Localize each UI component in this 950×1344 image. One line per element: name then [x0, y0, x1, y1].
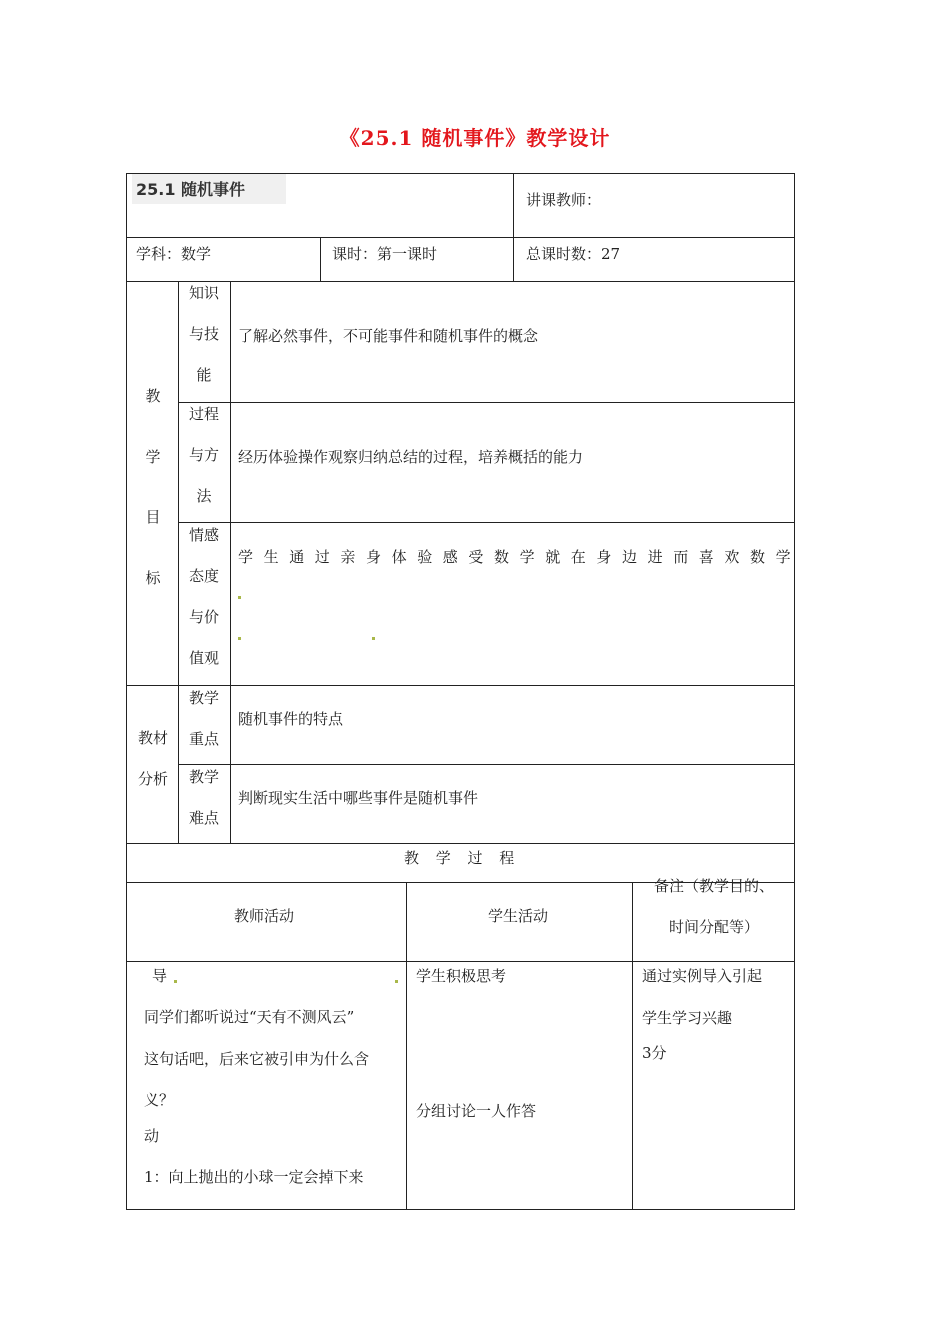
goals-heading-char: 教 [145, 387, 161, 405]
label-line: 态度 [188, 567, 219, 585]
label-line: 教学 [188, 768, 219, 786]
scan-mark [372, 637, 375, 640]
table-rule [178, 402, 795, 403]
note-line: 学生学习兴趣 [642, 1009, 733, 1027]
table-border-right [794, 173, 795, 1210]
scan-mark [174, 980, 177, 983]
label-line: 法 [196, 487, 212, 505]
label-line: 知识 [188, 284, 219, 302]
goals-heading-char: 目 [145, 508, 161, 526]
label-line: 重点 [188, 730, 219, 748]
student-line: 分组讨论一人作答 [416, 1102, 537, 1120]
topic-image [132, 174, 286, 204]
label-line: 教学 [188, 689, 219, 707]
process-heading: 教 学 过 程 [404, 849, 515, 867]
label-line: 情感 [188, 526, 219, 544]
column-student-activity: 学生活动 [488, 907, 549, 925]
label-line: 过程 [188, 405, 219, 423]
teacher-line: 这句话吧，后来它被引申为什么含 [144, 1050, 370, 1068]
column-teacher-activity: 教师活动 [234, 907, 295, 925]
analysis-label-key [180, 678, 228, 760]
analysis-heading-line: 教材 [137, 729, 168, 747]
table-rule [178, 281, 179, 844]
goals-heading-char: 学 [145, 447, 161, 466]
goal-content-knowledge: 了解必然事件，不可能事件和随机事件的概念 [238, 327, 539, 345]
table-border-bottom [126, 1209, 795, 1210]
analysis-heading [128, 718, 178, 800]
scan-mark [238, 637, 241, 640]
teacher-line: 1：向上抛出的小球一定会掉下来 [144, 1168, 364, 1186]
table-rule [320, 237, 321, 282]
teacher-label: 讲课教师： [526, 191, 602, 209]
topic-text: 25.1 随机事件 [136, 180, 246, 199]
scan-mark [238, 596, 241, 599]
label-line: 值观 [188, 649, 219, 667]
column-notes [634, 866, 794, 948]
goal-content-attitude: 学生通过亲身体验感受数学就在身边进而喜欢数学 [238, 548, 802, 566]
teacher-line: 同学们都听说过“天有不测风云” [144, 1008, 355, 1026]
goal-label-attitude [180, 515, 228, 679]
table-border-left [126, 173, 127, 1210]
teacher-line: 义？ [144, 1091, 175, 1109]
teacher-line-intro: 导 [152, 967, 168, 985]
analysis-content-key: 随机事件的特点 [238, 710, 344, 728]
goal-label-knowledge [180, 273, 228, 396]
table-rule [126, 843, 795, 844]
table-rule [178, 764, 795, 765]
analysis-content-difficulty: 判断现实生活中哪些事件是随机事件 [238, 789, 479, 807]
table-rule [126, 237, 795, 238]
note-line: 3分 [642, 1044, 667, 1062]
column-notes-line: 时间分配等） [668, 918, 759, 936]
period-cell: 课时：第一课时 [332, 245, 438, 263]
label-line: 与方 [188, 446, 219, 464]
subject-cell: 学科：数学 [136, 245, 212, 263]
document-title: 《25.1 随机事件》教学设计 [339, 126, 611, 150]
label-line: 能 [196, 366, 212, 384]
table-rule [406, 882, 407, 1210]
goals-heading [130, 366, 176, 608]
table-rule [513, 173, 514, 282]
label-line: 与技 [188, 325, 219, 343]
student-line: 学生积极思考 [416, 967, 507, 985]
table-rule [632, 882, 633, 1210]
goal-content-process: 经历体验操作观察归纳总结的过程，培养概括的能力 [238, 448, 584, 466]
column-notes-line: 备注（教学目的、 [653, 877, 774, 895]
goals-heading-char: 标 [145, 568, 161, 587]
label-line: 与价 [188, 608, 219, 626]
table-rule [178, 522, 795, 523]
teacher-line-activity: 动 [144, 1127, 160, 1145]
goal-label-process [180, 394, 228, 517]
total-periods-cell: 总课时数：27 [526, 245, 621, 263]
label-line: 难点 [188, 809, 219, 827]
table-rule [230, 281, 231, 844]
analysis-label-difficulty [180, 757, 228, 839]
note-line: 通过实例导入引起 [642, 967, 763, 985]
table-rule [126, 961, 795, 962]
analysis-heading-line: 分析 [137, 770, 168, 788]
scan-mark [395, 980, 398, 983]
